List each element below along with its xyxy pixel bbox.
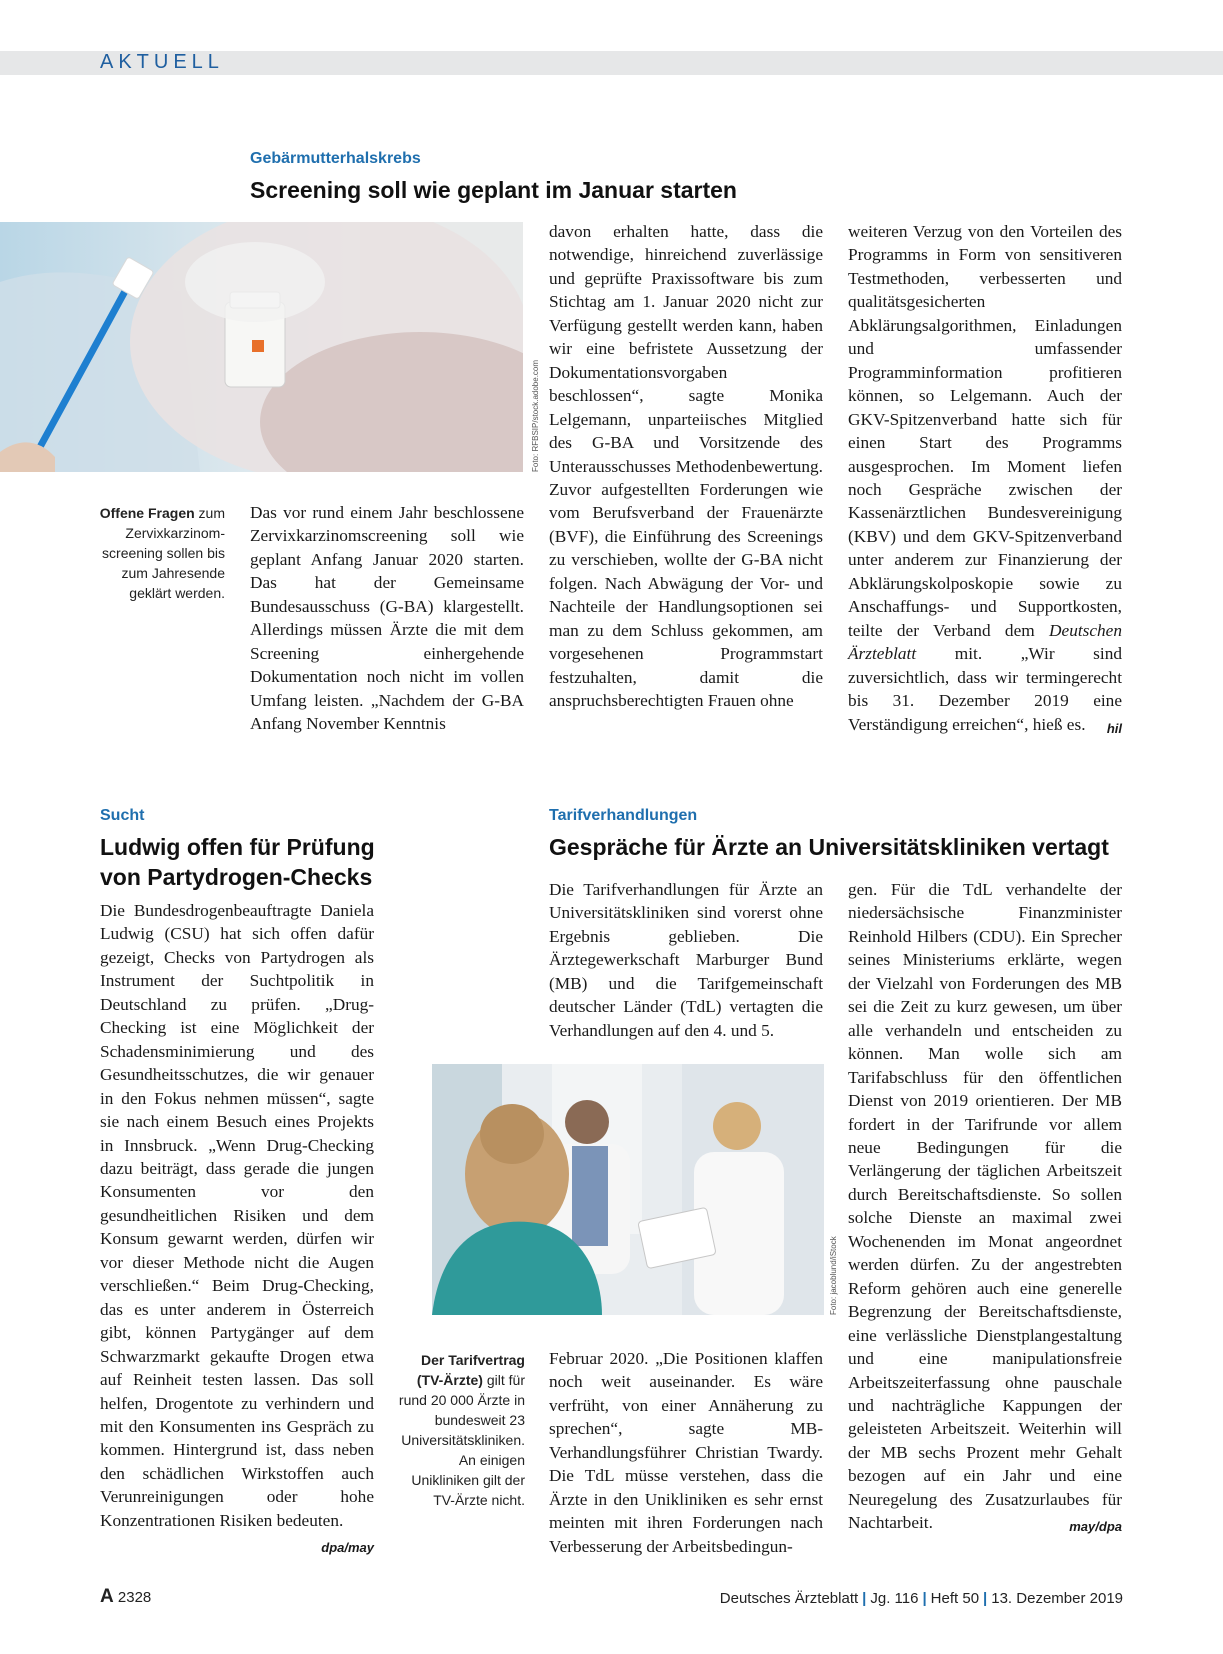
article3-photo: [432, 1064, 824, 1315]
article3-column1-top: [549, 878, 823, 1042]
article1-photo: [0, 222, 523, 472]
article3-column2: [848, 878, 1122, 1539]
page-number-prefix: A: [100, 1586, 114, 1607]
article1-column1-text: Das vor rund einem Jahr beschlossene Zervixkarzinomscreening soll wie geplant Anfang Januar 2020 starten. Das hat der Gemeinsame Bundesausschuss (G-BA) klargestellt. Allerdings müssen Ärzte die mit dem Screening einhergehende Dokumentation noch nicht im vollen Umfang leisten. „Nachdem der G-BA Anfang November Kenntnis: [250, 503, 524, 734]
article1-caption-bold: Offene Fragen: [99, 505, 195, 521]
article2-body: [100, 899, 374, 1560]
section-label: AKTUELL: [100, 51, 224, 73]
article3-kicker: Tarifverhandlungen: [549, 807, 698, 824]
footer-separator: |: [983, 1590, 988, 1607]
article1-column3-italic: Deutschen Ärzteblatt: [848, 620, 1122, 664]
article1-photo-credit: Foto: RFBSIP/stock.adobe.com: [531, 359, 540, 472]
page-number: [100, 1586, 151, 1608]
footer-separator: |: [922, 1590, 927, 1607]
footer-issue: Heft 50: [930, 1590, 980, 1607]
article2-headline-line2: von Partydrogen-Checks: [100, 864, 373, 890]
article2-headline: [100, 832, 375, 892]
article1-column2-text: davon erhalten hatte, dass die notwendige, hinreichend zuverlässige und geprüfte Praxissoftware bis zum Stichtag am 1. Januar 2020 nicht zur Verfügung gestellt werden kann, haben wir eine befristete Aussetzung der Dokumentationsvorgaben beschlossen“, sagte Monika Lelgemann, unparteiisches Mitglied des G-BA und Vorsitzende des Unterausschusses Methodenbewertung. Zuvor aufgestellten Forderungen wie vom Berufsverband der Frauenärzte (BVF), die Einführung des Screenings zu verschieben, wollte der G-BA nicht folgen. Nach Abwägung der Vor- und Nachteile der Handlungsoptionen sei man zu dem Schluss gekommen, am vorgesehenen Programmstart festzuhalten, damit die anspruchsberechtigten Frauen ohne: [549, 222, 823, 711]
article3-column1-bottom-text: Februar 2020. „Die Positionen klaffen noch weit auseinander. Es wäre verfrüht, von einer Annäherung zu sprechen“, sagte MB-Verhandlungsführer Christian Twardy. Die TdL müsse verstehen, dass die Ärzte in den Unikliniken es sehr ernst meinten mit ihren Forderungen nach Verbesserung der Arbeitsbedingun-: [549, 1349, 823, 1556]
article1-signature: hil: [1106, 720, 1122, 736]
footer-citation: [720, 1590, 1123, 1607]
footer-journal: Deutsches Ärzteblatt: [719, 1590, 859, 1607]
article3-column1-bottom: [549, 1347, 823, 1558]
article1-caption: [80, 503, 225, 603]
article2-body-text: Die Bundesdrogenbeauftragte Daniela Ludwig (CSU) hat sich offen dafür gezeigt, Checks von Partydrogen als Instrument der Suchtpolitik in Deutschland zu prüfen. „Drug-Checking ist eine Möglichkeit der Schadensminimierung und des Gesundheitsschutzes, die wir genauer in den Fokus nehmen müssen“, sagte sie nach einem Besuch eines Projekts in Innsbruck. „Wenn Drug-Checking dazu beiträgt, dass gerade die jungen Konsumenten vor den gesundheitlichen Risiken und dem Konsum gewarnt werden, dürfen wir vor dieser Methode nicht die Augen verschließen.“ Beim Drug-Checking, das es unter anderem in Österreich gibt, können Partygänger auf dem Schwarzmarkt gekaufte Drogen etwa auf Reinheit testen lassen. Das soll helfen, Drogentote zu verhindern und mit den Konsumenten ins Gespräch zu kommen. Hintergrund ist, dass neben den schädlichen Wirkstoffen auch Verunreinigungen oder hohe Konzentrationen Risiken bedeuten.: [100, 901, 374, 1530]
article1-headline: Screening soll wie geplant im Januar starten: [250, 177, 737, 203]
article3-column2-text: gen. Für die TdL verhandelte der niedersächsische Finanzminister Reinhold Hilbers (CDU). Ein Sprecher seines Ministeriums erklärte, wegen der Vielzahl von Forderungen des MB sei die Zeit zu kurz gewesen, um über alle verhandeln und entscheiden zu können. Man wolle sich am Tarifabschluss für den öffentlichen Dienst von 2019 orientieren. Der MB fordert in der Tarifrunde vor allem neue Bedingungen für die Verlängerung der täglichen Arbeitszeit durch Bereitschaftsdienste. So sollen solche Dienste an maximal zwei Wochenenden im Monat angeordnet werden dürfen. Zu der angestrebten Reform gehören auch eine generelle Begrenzung der Bereitschaftsdienste, eine verlässliche Dienstplangestaltung und eine manipulationsfreie Arbeitszeiterfassung ohne pauschale und nachträgliche Kappungen der geleisteten Arbeitszeit. Weiterhin will der MB sechs Prozent mehr Gehalt bezogen auf ein Jahr und eine Neuregelung des Zusatzurlaubes für Nachtarbeit.: [848, 880, 1122, 1533]
article3-caption-text: gilt für rund 20 000 Ärzte in bundesweit 23 Universitätskliniken. An einigen Unikliniken gilt der TV-Ärzte nicht.: [398, 1372, 525, 1508]
article3-caption-bold: Der Tarifvertrag (TV-Ärzte): [416, 1352, 525, 1388]
article2-kicker: Sucht: [100, 807, 145, 824]
article1-column1: [250, 501, 524, 736]
page-number-value: 2328: [117, 1589, 152, 1606]
article2-headline-line1: Ludwig offen für Prüfung: [100, 834, 375, 860]
article3-caption: [395, 1350, 525, 1510]
article1-column3-text-b: mit. „Wir sind zuversichtlich, dass wir termingerecht bis 31. Dezember 2019 eine Verständigung erreichen“, hieß es.: [848, 644, 1122, 734]
article1-column3-text-a: weiteren Verzug von den Vorteilen des Programms in Form von sensitiveren Testmethoden, verbesserten und qualitätsgesicherten Abklärungsalgorithmen, Einladungen und umfassender Programminformation profitieren können, so Lelgemann. Auch der GKV-Spitzenverband hatte sich für einen Start des Programms ausgesprochen. Im Moment liefen noch Gespräche zwischen der Kassenärztlichen Bundesvereinigung (KBV) und dem GKV-Spitzenverband unter anderem zur Finanzierung der Abklärungskolposkopie sowie zu Anschaffungs- und Supportkosten, teilte der Verband dem: [848, 222, 1122, 640]
article1-kicker: Gebärmutterhalskrebs: [250, 150, 421, 167]
footer-volume: Jg. 116: [870, 1590, 919, 1607]
article3-photo-credit: Foto: jacoblund/iStock: [829, 1236, 838, 1315]
footer-date: 13. Dezember 2019: [991, 1590, 1123, 1607]
footer-separator: |: [862, 1590, 867, 1607]
article1-caption-text: zum Zervixkarzinomscreening sollen bis zum Jahresende geklärt werden.: [102, 505, 225, 601]
article3-headline: Gespräche für Ärzte an Universitätskliniken vertagt: [549, 834, 1109, 860]
article1-column3: [848, 220, 1122, 740]
article1-column2: [549, 220, 823, 713]
article3-signature: may/dpa: [1069, 1519, 1122, 1535]
article3-column1-top-text: Die Tarifverhandlungen für Ärzte an Universitätskliniken sind vorerst ohne Ergebnis geblieben. Die Ärztegewerkschaft Marburger Bund (MB) und die Tarifgemeinschaft deutscher Länder (TdL) vertagten die Verhandlungen auf den 4. und 5.: [549, 880, 823, 1040]
article2-signature: dpa/may: [321, 1540, 374, 1556]
